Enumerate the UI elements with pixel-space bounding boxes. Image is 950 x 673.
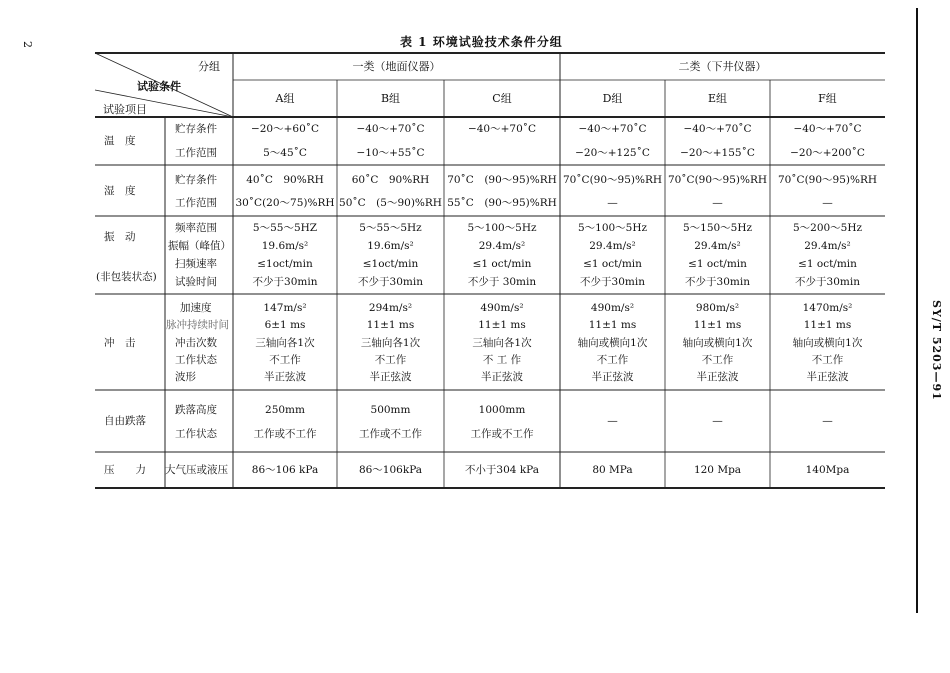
table-cell: 19.6m/s² [261,240,309,252]
header-group-label: 分组 [198,60,220,73]
table-cell: 5～200～5Hz [792,222,863,234]
table-cell: −40～+70˚C [467,123,537,135]
table-cell: 11±1 ms [366,319,415,331]
table-cell: 三轴向各1次 [255,337,315,349]
header-item-label: 试验项目 [103,103,147,116]
table-cell: 不少于30min [252,276,318,288]
table-cell: 轴向或横向1次 [682,337,753,349]
table-cell: 29.4m/s² [478,240,526,252]
sub-label: 扫频速率 [175,258,217,270]
table-cell: 5～100～5Hz [467,222,537,234]
table-cell: 不 工 作 [482,354,522,366]
table-cell: −40～+70˚C [793,123,862,135]
table-cell: — [607,197,618,209]
table-cell: 半正弦波 [264,371,306,383]
header-class2: 二类（下井仪器） [678,60,767,73]
table-cell: 5～55～5HZ [252,222,318,234]
table-cell: 不工作 [596,354,629,366]
table-cell: — [712,197,723,209]
table-cell: 490m/s² [480,302,524,314]
table-cell: −20～+155˚C [680,147,755,159]
table-cell: 三轴向各1次 [360,337,421,349]
table-cell: 86～106 kPa [251,464,319,476]
table-cell: −40～+70˚C [356,123,425,135]
table-cell: 490m/s² [590,302,635,314]
header-group-e: E组 [707,92,728,105]
table-cell: ≤1oct/min [257,258,313,270]
table-cell: 轴向或横向1次 [577,337,648,349]
table-cell: 80 MPa [592,464,633,476]
table-cell: ≤1 oct/min [583,258,642,270]
table-cell: 不小于304 kPa [464,464,540,476]
category-temperature: 温 度 [104,135,136,147]
header-group-f: F组 [818,92,837,105]
table-cell: 30˚C(20～75)%RH [235,197,335,209]
category-shock: 冲 击 [104,337,136,349]
header-group-c: C组 [492,92,512,105]
header-group-d: D组 [602,92,623,105]
table-cell: 19.6m/s² [367,240,414,252]
table-cell: 29.4m/s² [804,240,851,252]
sub-label: 工作范围 [175,197,217,209]
table-cell: −20～+60˚C [250,123,320,135]
sub-label: 工作范围 [175,147,217,159]
category-vibration: 振 动 [104,231,136,243]
header-class1: 一类（地面仪器） [352,60,441,73]
sub-label: 工作状态 [175,428,217,440]
table-cell: 1470m/s² [802,302,853,314]
table-cell: 500mm [370,404,411,416]
table-cell: 6±1 ms [264,319,306,331]
sub-label: 工作状态 [175,354,217,366]
table-cell: −20～+200˚C [790,147,865,159]
table-cell: 不工作 [811,354,844,366]
table-cell: 70˚C(90～95)%RH [667,174,768,186]
sub-label: 试验时间 [175,276,217,288]
table-cell: 工作或不工作 [470,428,534,440]
table-cell: — [822,415,833,427]
sub-label: 脉冲持续时间 [166,319,229,331]
table-cell: 120 Mpa [693,464,742,476]
table-cell: 5～55～5Hz [359,222,422,234]
sub-label: 贮存条件 [175,174,217,186]
table-cell: 半正弦波 [481,371,523,383]
table-cell: 不少于30min [685,276,750,288]
sub-label: 冲击次数 [175,337,217,349]
table-cell: 工作或不工作 [359,428,422,440]
header-condition-label: 试验条件 [137,80,181,93]
category-free-fall: 自由跌落 [104,415,146,427]
table-cell: 70˚C (90～95)%RH [447,174,557,186]
table-cell: 55˚C (90～95)%RH [447,197,557,209]
category-pressure: 压 力 [104,464,146,476]
table-title: 表 1 环境试验技术条件分组 [400,35,563,49]
table-cell: 半正弦波 [806,371,849,383]
table-cell: 980m/s² [695,302,740,314]
table-cell: 29.4m/s² [694,240,741,252]
table-cell: 不少于 30min [467,276,537,288]
table-cell: ≤1oct/min [362,258,419,270]
table-cell: 半正弦波 [696,371,739,383]
table-cell: 不工作 [374,354,407,366]
header-group-a: A组 [275,92,295,105]
page-number: 2 [21,41,34,48]
table-cell: 11±1 ms [693,319,742,331]
table-cell: ≤1 oct/min [472,258,532,270]
table-cell: −40～+70˚C [578,123,647,135]
sub-label: 贮存条件 [175,123,217,135]
sub-label: 跌落高度 [175,404,217,416]
table-cell: −40～+70˚C [683,123,752,135]
table-cell: 5～45˚C [263,147,307,159]
table-cell: −20～+125˚C [575,147,650,159]
table-cell: 86～106kPa [358,464,423,476]
table-cell: — [607,415,618,427]
table-cell: 11±1 ms [803,319,852,331]
table-cell: 不少于30min [580,276,645,288]
table-cell: 11±1 ms [478,319,526,331]
table-cell: 40˚C 90%RH [246,174,324,186]
table-cell: 不少于30min [358,276,423,288]
table-cell: 工作或不工作 [253,428,317,440]
table-cell: 11±1 ms [588,319,637,331]
table-cell: 不少于30min [795,276,860,288]
table-cell: 半正弦波 [591,371,634,383]
sub-label: 频率范围 [175,222,217,234]
table-cell: 147m/s² [263,302,307,314]
table-cell: ≤1 oct/min [688,258,747,270]
table-cell: 三轴向各1次 [472,337,532,349]
table-cell: 不工作 [269,354,301,366]
table-cell: 60˚C 90%RH [351,174,430,186]
table-cell: 294m/s² [368,302,413,314]
table-cell: 不工作 [701,354,734,366]
sub-label: 加速度 [180,302,212,314]
table-cell: 轴向或横向1次 [792,337,863,349]
document-id: SY/T 5203—91 [930,300,943,401]
table-cell: 140Mpa [805,464,850,476]
table-cell: 1000mm [478,404,526,416]
table-cell: 5～150～5Hz [682,222,753,234]
table-cell: ≤1 oct/min [798,258,857,270]
sub-label: 大气压或液压 [165,464,228,476]
table-cell: 半正弦波 [369,371,412,383]
sub-label: 波形 [175,371,196,383]
sub-label: 振幅（峰值） [168,240,231,252]
header-group-b: B组 [380,92,401,105]
category-vibration-note: (非包装状态) [96,271,157,283]
table-cell: 5～100～5Hz [577,222,648,234]
table-cell: 70˚C(90～95)%RH [777,174,878,186]
table-cell: 50˚C (5～90)%RH [339,197,442,209]
table-cell: 70˚C(90～95)%RH [562,174,663,186]
table-cell: — [822,197,833,209]
category-humidity: 湿 度 [104,185,136,197]
table-cell: −10～+55˚C [356,147,425,159]
table-cell: 250mm [265,404,305,416]
table-cell: 29.4m/s² [589,240,636,252]
table-cell: — [712,415,723,427]
